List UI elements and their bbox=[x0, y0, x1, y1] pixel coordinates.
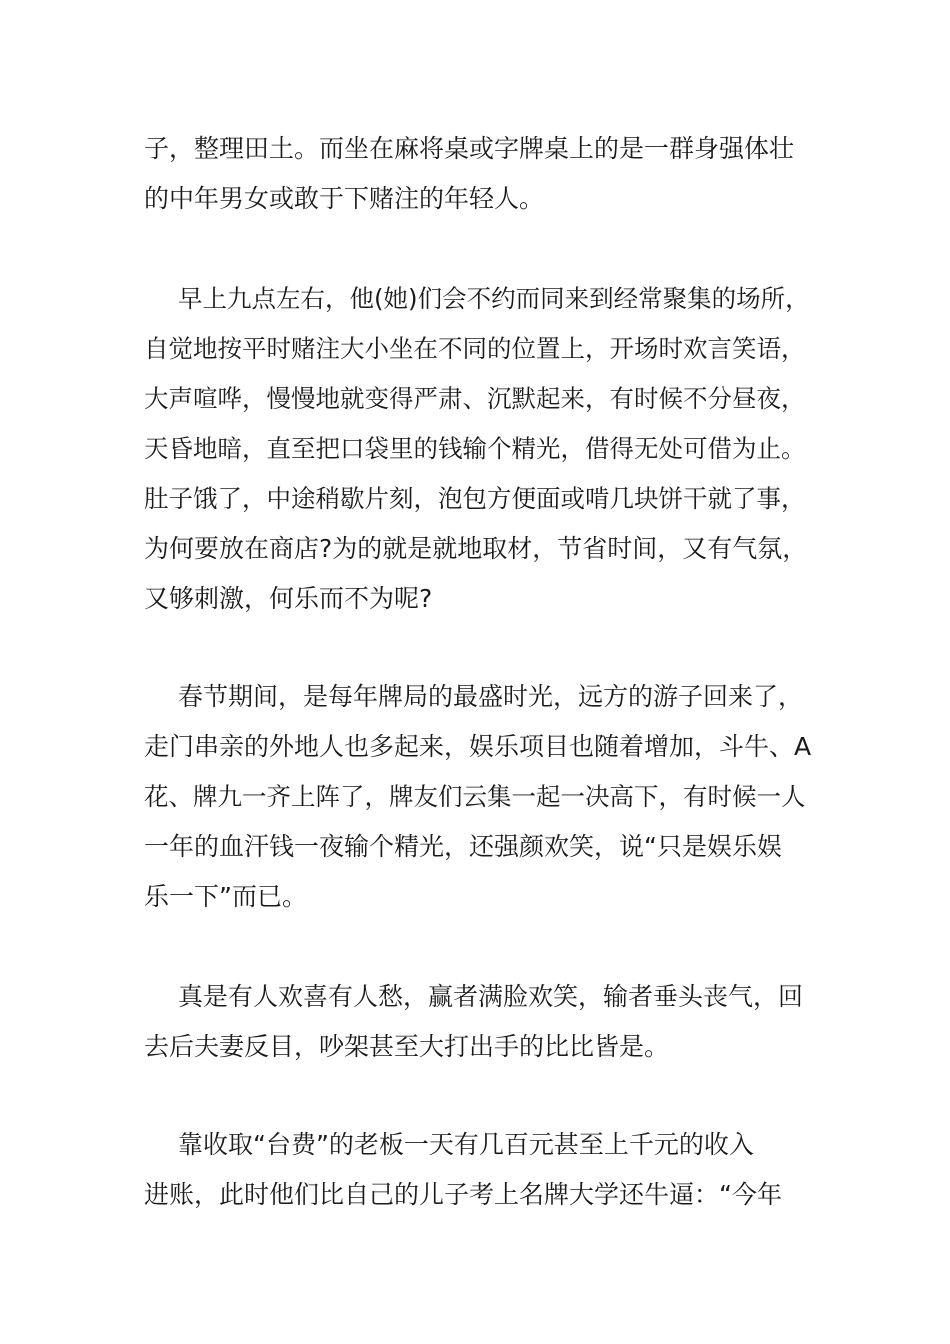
paragraph-3 bbox=[144, 672, 814, 922]
paragraph-line: 真是有人欢喜有人愁，赢者满脸欢笑，输者垂头丧气，回 bbox=[178, 982, 804, 1011]
paragraph-line: 乐一下”而已。 bbox=[144, 882, 307, 911]
paragraph-2 bbox=[144, 274, 814, 624]
paragraph-line: 早上九点左右，他(她)们会不约而同来到经常聚集的场所， bbox=[178, 284, 810, 313]
paragraph-line: 天昏地暗，直至把口袋里的钱输个精光，借得无处可借为止。 bbox=[144, 434, 806, 463]
paragraph-line: 为何要放在商店?为的就是就地取材，节省时间，又有气氛， bbox=[144, 534, 808, 563]
paragraph-line: 大声喧哗，慢慢地就变得严肃、沉默起来，有时候不分昼夜， bbox=[144, 384, 806, 413]
paragraph-line: 又够刺激，何乐而不为呢? bbox=[144, 584, 433, 613]
paragraph-4 bbox=[144, 972, 814, 1072]
paragraph-line: 进账，此时他们比自己的儿子考上名牌大学还牛逼：“今年 bbox=[144, 1180, 782, 1209]
paragraph-line: 花、牌九一齐上阵了，牌友们云集一起一决高下，有时候一人 bbox=[144, 782, 806, 811]
paragraph-5 bbox=[144, 1120, 814, 1220]
paragraph-1 bbox=[144, 124, 814, 224]
paragraph-line: 子，整理田土。而坐在麻将桌或字牌桌上的是一群身强体壮 bbox=[144, 134, 795, 163]
paragraph-line: 的中年男女或敢于下赌注的年轻人。 bbox=[144, 184, 545, 213]
paragraph-line: 自觉地按平时赌注大小坐在不同的位置上，开场时欢言笑语， bbox=[144, 334, 806, 363]
paragraph-line: 去后夫妻反目，吵架甚至大打出手的比比皆是。 bbox=[144, 1032, 670, 1061]
paragraph-line: 靠收取“台费”的老板一天有几百元甚至上千元的收入 bbox=[178, 1130, 754, 1159]
paragraph-line: 春节期间，是每年牌局的最盛时光，远方的游子回来了， bbox=[178, 682, 804, 711]
paragraph-line: 一年的血汗钱一夜输个精光，还强颜欢笑，说“只是娱乐娱 bbox=[144, 832, 782, 861]
paragraph-line: 肚子饿了，中途稍歇片刻，泡包方便面或啃几块饼干就了事， bbox=[144, 484, 806, 513]
paragraph-line: 走门串亲的外地人也多起来，娱乐项目也随着增加，斗牛、A bbox=[144, 732, 812, 761]
